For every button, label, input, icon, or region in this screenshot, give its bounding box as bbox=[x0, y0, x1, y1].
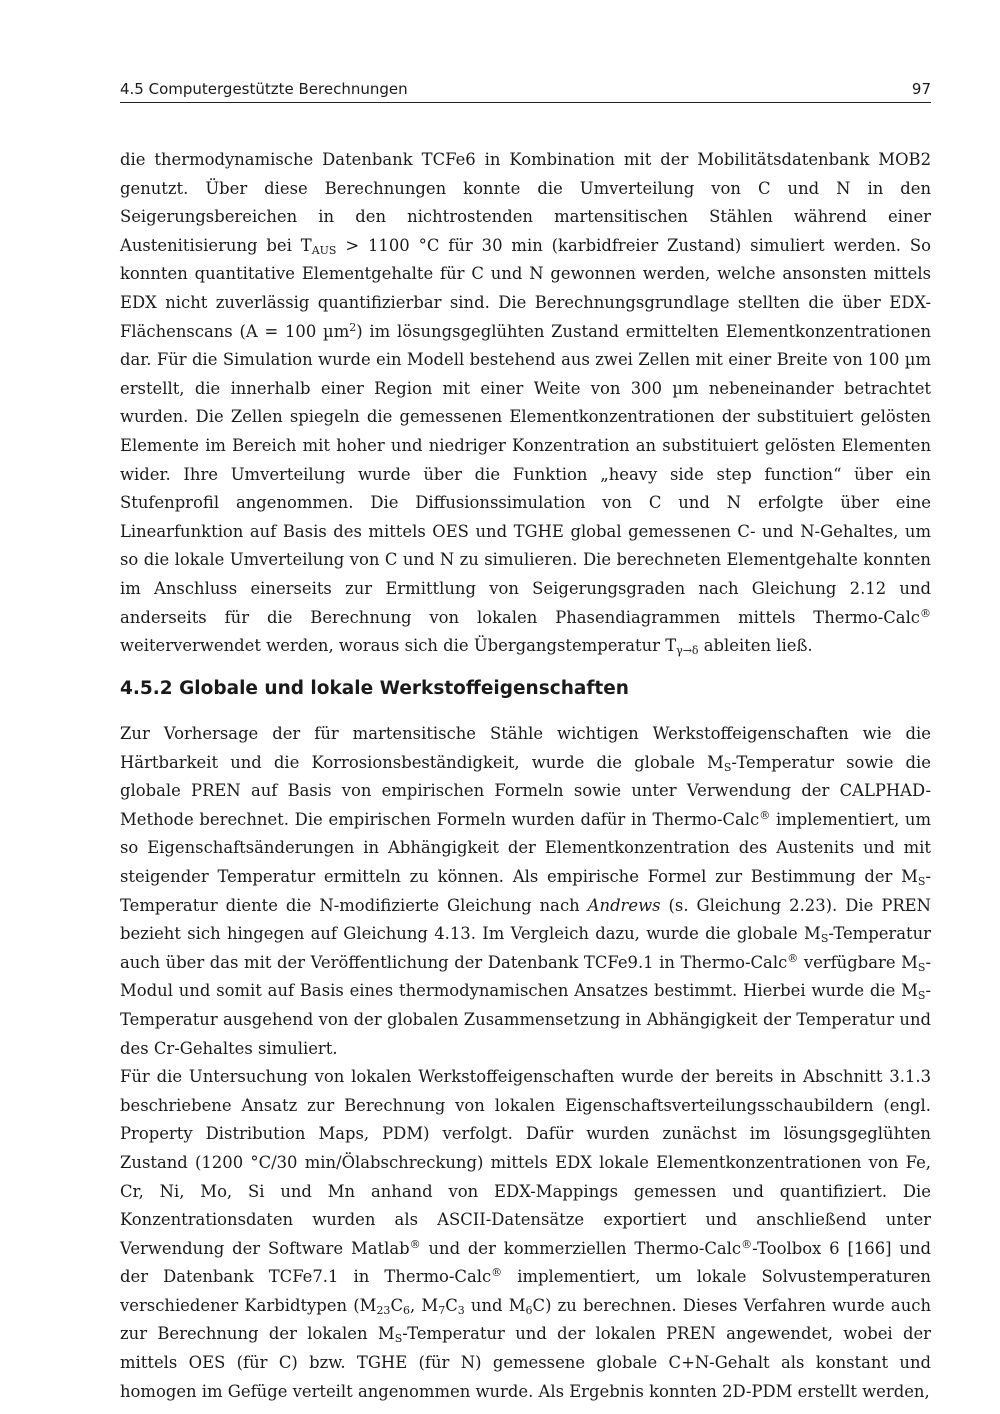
body-text-top bbox=[120, 146, 931, 661]
header-section-title: 4.5 Computergestützte Berechnungen bbox=[120, 80, 408, 98]
body-text-bottom bbox=[120, 720, 931, 1406]
page-number: 97 bbox=[911, 80, 931, 98]
paragraph-diffusion-simulation: die thermodynamische Datenbank TCFe6 in Kombination mit der Mobilitätsdatenbank MOB2 genutzt. Über diese Berechnungen konnte die Umverteilung von C und N in den Seigerungsbereichen in den nichtrostenden martensitischen Stählen während einer Austenitisierung bei $T_{AUS} > 1100$ °C für 30 min (karbidfreier Zustand) simuliert werden. So konnten quantitative Elementgehalte für C und N gewonnen werden, welche ansonsten mittels EDX nicht zuverlässig quantifizierbar sind. Die Berechnungsgrundlage stellten die über EDX-Flächenscans (A = 100 µm$^2$) im lösungsgeglühten Zustand ermittelten Elementkonzentrationen dar. Für die Simulation wurde ein Modell bestehend aus zwei Zellen mit einer Breite von 100 µm erstellt, die innerhalb einer Region mit einer Weite von 300 µm nebeneinander betrachtet wurden. Die Zellen spiegeln die gemessenen Elementkonzentrationen der substituiert gelösten Elemente im Bereich mit hoher und niedriger Konzentration an substituiert gelösten Elementen wider. Ihre Umverteilung wurde über die Funktion „heavy side step function“ über ein Stufenprofil angenommen. Die Diffusionssimulation von C und N erfolgte über eine Linearfunktion auf Basis des mittels OES und TGHE global gemessenen C- und N-Gehaltes, um so die lokale Umverteilung von C und N zu simulieren. Die berechneten Elementgehalte konnten im Anschluss einerseits zur Ermittlung von Seigerungsgraden nach Gleichung 2.12 und anderseits für die Berechnung von lokalen Phasendiagrammen mittels Thermo-Calc® weiterverwendet werden, woraus sich die Übergangstemperatur $T_{\gamma\to\delta}$ ableiten ließ. bbox=[120, 150, 931, 658]
section-heading: 4.5.2 Globale und lokale Werkstoffeigenschaften bbox=[120, 678, 629, 699]
paragraph-global-properties: Zur Vorhersage der für martensitische Stähle wichtigen Werkstoffeigenschaften wie die Härtbarkeit und die Korrosionsbeständigkeit, wurde die globale $M_S$-Temperatur sowie die globale PREN auf Basis von empirischen Formeln sowie unter Verwendung der CALPHAD-Methode berechnet. Die empirischen Formeln wurden dafür in Thermo-Calc® implementiert, um so Eigenschaftsänderungen in Abhängigkeit der Elementkonzentration des Austenits und mit steigender Temperatur ermitteln zu können. Als empirische Formel zur Bestimmung der $M_S$-Temperatur diente die N-modifizierte Gleichung nach Andrews (s. Gleichung 2.23). Die PREN bezieht sich hingegen auf Gleichung 4.13. Im Vergleich dazu, wurde die globale $M_S$-Temperatur auch über das mit der Veröffentlichung der Datenbank TCFe9.1 in Thermo-Calc® verfügbare $M_S$-Modul und somit auf Basis eines thermodynamischen Ansatzes bestimmt. Hierbei wurde die $M_S$-Temperatur ausgehend von der globalen Zusammensetzung in Abhängigkeit der Temperatur und des Cr-Gehaltes simuliert. bbox=[120, 724, 931, 1058]
paragraph-local-properties: Für die Untersuchung von lokalen Werkstoffeigenschaften wurde der bereits in Abschnitt 3.1.3 beschriebene Ansatz zur Berechnung von lokalen Eigenschaftsverteilungsschaubildern (engl. Property Distribution Maps, PDM) verfolgt. Dafür wurden zunächst im lösungsgeglühten Zustand (1200 °C/30 min/Ölabschreckung) mittels EDX lokale Elementkonzentrationen von Fe, Cr, Ni, Mo, Si und Mn anhand von EDX-Mappings gemessen und quantifiziert. Die Konzentrationsdaten wurden als ASCII-Datensätze exportiert und anschließend unter Verwendung der Software Matlab® und der kommerziellen Thermo-Calc®-Toolbox 6 [166] und der Datenbank TCFe7.1 in Thermo-Calc® implementiert, um lokale Solvustemperaturen verschiedener Karbidtypen ($M_{23}C_6$, $M_7C_3$ und $M_6C$) zu berechnen. Dieses Verfahren wurde auch zur Berechnung der lokalen $M_S$-Temperatur und der lokalen PREN angewendet, wobei der mittels OES (für C) bzw. TGHE (für N) gemessene globale C+N-Gehalt als konstant und homogen im Gefüge verteilt angenommen wurde. Als Ergebnis konnten 2D-PDM erstellt werden, bbox=[120, 1067, 931, 1401]
running-header bbox=[120, 78, 931, 103]
